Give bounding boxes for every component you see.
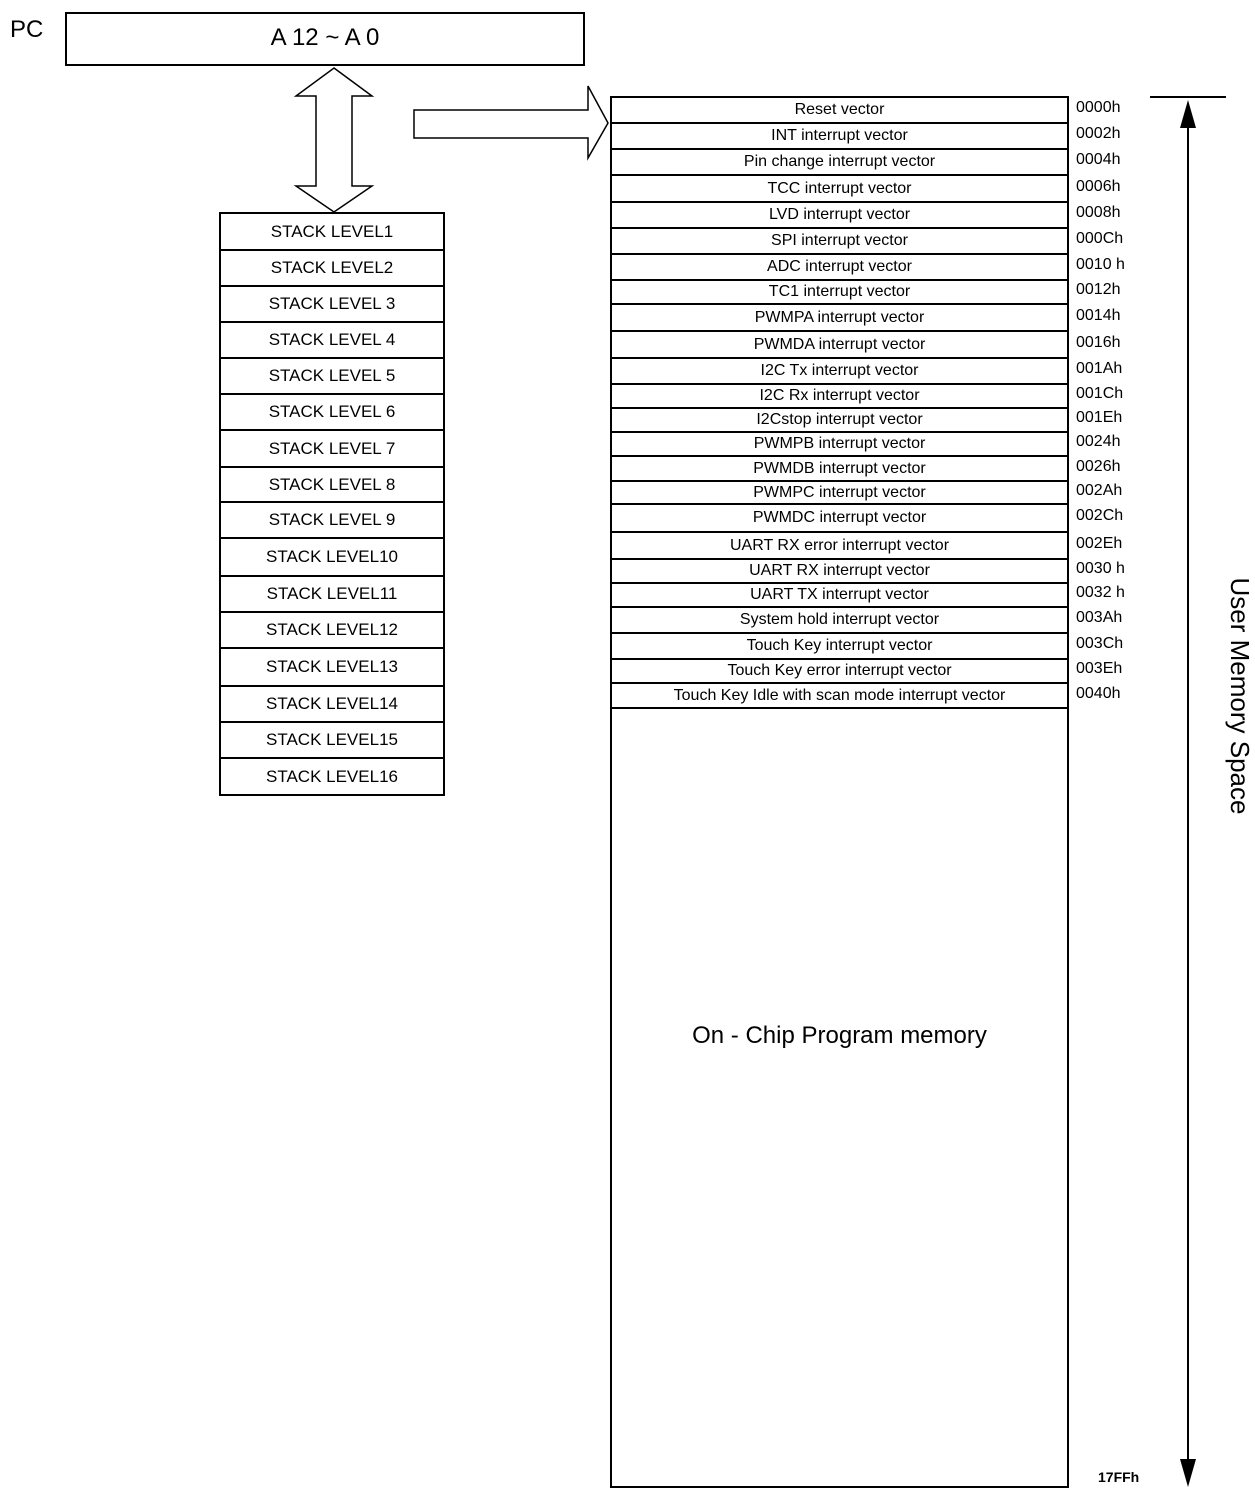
vector-address: 000Ch xyxy=(1076,230,1124,247)
interrupt-vector-row: UART RX error interrupt vector xyxy=(612,533,1067,560)
stack-level-row: STACK LEVEL2 xyxy=(221,249,443,285)
interrupt-vector-row: Reset vector xyxy=(612,98,1067,124)
vector-address: 0026h xyxy=(1076,458,1121,475)
interrupt-vector-row: INT interrupt vector xyxy=(612,124,1067,150)
vector-address: 003Ah xyxy=(1076,609,1123,626)
vector-address: 001Ah xyxy=(1076,360,1123,377)
interrupt-vector-row: Pin change interrupt vector xyxy=(612,150,1067,176)
stack-level-row: STACK LEVEL 4 xyxy=(221,321,443,357)
stack-level-row: STACK LEVEL16 xyxy=(221,757,443,794)
stack-level-row: STACK LEVEL 9 xyxy=(221,501,443,537)
vector-address: 0008h xyxy=(1076,204,1121,221)
vector-address: 0006h xyxy=(1076,178,1121,195)
interrupt-vector-row: UART TX interrupt vector xyxy=(612,584,1067,608)
interrupt-vector-row: PWMDA interrupt vector xyxy=(612,332,1067,359)
stack-level-row: STACK LEVEL11 xyxy=(221,575,443,611)
interrupt-vector-row: PWMPA interrupt vector xyxy=(612,305,1067,332)
vector-address: 0024h xyxy=(1076,433,1121,450)
program-memory-block xyxy=(610,96,1069,1488)
pc-stack-double-arrow xyxy=(296,68,372,212)
vector-address: 0004h xyxy=(1076,151,1121,168)
pc-label: PC xyxy=(10,16,44,43)
stack-block xyxy=(219,212,445,796)
interrupt-vector-row: Touch Key Idle with scan mode interrupt vector xyxy=(612,684,1067,709)
vector-address: 001Ch xyxy=(1076,385,1124,402)
vector-address: 0014h xyxy=(1076,307,1121,324)
vector-address: 0040h xyxy=(1076,685,1121,702)
user-memory-space-label: User Memory Space xyxy=(1225,577,1255,815)
interrupt-vector-row: SPI interrupt vector xyxy=(612,229,1067,255)
interrupt-vector-row: PWMDB interrupt vector xyxy=(612,457,1067,482)
interrupt-vector-row: Touch Key error interrupt vector xyxy=(612,660,1067,684)
pc-register-box: A 12 ~ A 0 xyxy=(65,12,585,66)
vector-address: 0016h xyxy=(1076,334,1121,351)
pc-memory-arrow xyxy=(414,86,608,158)
interrupt-vector-row: I2Cstop interrupt vector xyxy=(612,409,1067,433)
interrupt-vector-row: LVD interrupt vector xyxy=(612,203,1067,229)
vector-address: 0002h xyxy=(1076,125,1121,142)
space-arrow-down-head xyxy=(1180,1459,1196,1487)
stack-level-row: STACK LEVEL 5 xyxy=(221,357,443,393)
interrupt-vector-row: TCC interrupt vector xyxy=(612,176,1067,203)
stack-level-row: STACK LEVEL 3 xyxy=(221,285,443,321)
interrupt-vector-row: TC1 interrupt vector xyxy=(612,281,1067,305)
vector-address: 0000h xyxy=(1076,99,1121,116)
stack-level-row: STACK LEVEL 7 xyxy=(221,429,443,466)
vector-address: 002Eh xyxy=(1076,535,1123,552)
stack-level-row: STACK LEVEL13 xyxy=(221,647,443,685)
stack-level-row: STACK LEVEL12 xyxy=(221,611,443,647)
interrupt-vector-row: ADC interrupt vector xyxy=(612,255,1067,281)
vector-address: 002Ch xyxy=(1076,507,1124,524)
vector-address: 0010 h xyxy=(1076,256,1125,273)
vector-address: 0032 h xyxy=(1076,584,1125,601)
memory-end-address: 17FFh xyxy=(1098,1469,1140,1485)
vector-address: 001Eh xyxy=(1076,409,1123,426)
stack-level-row: STACK LEVEL 6 xyxy=(221,393,443,429)
vector-address: 003Eh xyxy=(1076,660,1123,677)
interrupt-vector-row: Touch Key interrupt vector xyxy=(612,634,1067,660)
vector-address: 0012h xyxy=(1076,281,1121,298)
stack-level-row: STACK LEVEL15 xyxy=(221,721,443,757)
stack-level-row: STACK LEVEL 8 xyxy=(221,466,443,501)
interrupt-vector-row: UART RX interrupt vector xyxy=(612,560,1067,584)
vector-address: 0030 h xyxy=(1076,560,1125,577)
interrupt-vector-row: System hold interrupt vector xyxy=(612,608,1067,634)
stack-level-row: STACK LEVEL1 xyxy=(221,212,443,249)
vector-address: 003Ch xyxy=(1076,635,1124,652)
interrupt-vector-row: PWMPC interrupt vector xyxy=(612,482,1067,505)
space-arrow-up-head xyxy=(1180,100,1196,128)
interrupt-vector-row: I2C Tx interrupt vector xyxy=(612,359,1067,385)
interrupt-vector-row: I2C Rx interrupt vector xyxy=(612,385,1067,409)
interrupt-vector-row: PWMDC interrupt vector xyxy=(612,505,1067,533)
interrupt-vector-row: PWMPB interrupt vector xyxy=(612,433,1067,457)
vector-address: 002Ah xyxy=(1076,482,1123,499)
stack-level-row: STACK LEVEL10 xyxy=(221,537,443,575)
memory-title: On - Chip Program memory xyxy=(692,1022,987,1049)
stack-level-row: STACK LEVEL14 xyxy=(221,685,443,721)
